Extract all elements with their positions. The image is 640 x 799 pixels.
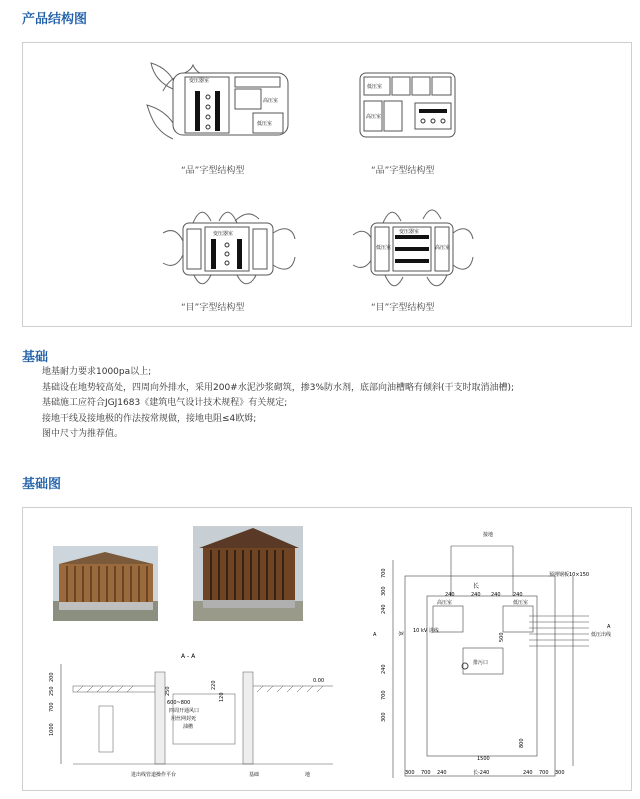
substation-photo-1: [53, 546, 158, 621]
top-dim-3: 240: [491, 592, 501, 598]
vent-dim: 600~800: [167, 700, 191, 706]
dim-1500: 1500: [477, 756, 490, 762]
left-dim-6: 300: [381, 712, 387, 722]
bottom-dim-5: 240: [523, 770, 533, 776]
requirement-line: 接地干线及接地极的作法按常规做，接地电阻≤4欧姆;: [42, 413, 257, 424]
length-label: 长: [473, 583, 480, 590]
vent-note-1: 四周开通风口: [169, 708, 200, 714]
pin-type-diagram-1: [147, 63, 288, 139]
plan-hv-label: 高压室: [437, 600, 453, 606]
foundation-diagram-panel: [22, 507, 632, 791]
top-dim-1: 240: [445, 592, 455, 598]
structure-panel: [22, 42, 632, 327]
requirement-line: 图中尺寸为推荐值。: [42, 429, 124, 439]
caption-mu-1: “目”字型结构型: [181, 303, 245, 313]
foundation-label: 基础: [249, 772, 260, 778]
lv-room-label: 低压室: [257, 121, 273, 127]
ground-label: 地: [305, 772, 311, 778]
dim-700: 700: [49, 702, 55, 712]
section-aa-drawing: [43, 646, 353, 786]
hv-room-label-2: 高压室: [366, 114, 382, 120]
caption-pin-1: “品”字型结构型: [181, 166, 245, 176]
caption-pin-2: “品”字型结构型: [371, 166, 435, 176]
left-dim-2: 300: [381, 586, 387, 596]
dim-200: 200: [49, 672, 55, 682]
left-dim-4: 240: [381, 664, 387, 674]
hv-room-label: 高压室: [263, 98, 279, 104]
section-title-aa: A - A: [181, 653, 196, 660]
mu-type-diagram-1: [163, 212, 295, 284]
dim-220: 220: [211, 680, 217, 690]
vent-note-2: 用丝网封死: [171, 716, 197, 722]
level-0: 0.00: [313, 678, 325, 684]
transformer-room-label-3: 变压器室: [213, 231, 234, 237]
requirement-line: 基础设在地势较高处，四周向外排水，采用200#水泥沙浆砌筑，掺3%防水剂，底部向油槽略有倾斜(干支时取消油槽);: [42, 382, 515, 393]
dim-250b: 250: [165, 686, 171, 696]
lv-outlet-label: 低压出线: [591, 632, 612, 638]
foundation-plan-drawing: [353, 516, 623, 786]
plan-lv-label: 低压室: [513, 600, 529, 606]
structure-drawings: [23, 43, 633, 328]
lv-room-label-4: 低压室: [376, 245, 392, 251]
dim-120: 120: [219, 692, 225, 702]
top-dim-4: 240: [513, 592, 523, 598]
caption-mu-2: “目”字型结构型: [371, 303, 435, 313]
bottom-dim-4: 长-240: [473, 770, 490, 776]
dim-500: 500: [499, 632, 505, 642]
pin-type-diagram-2: [360, 73, 455, 137]
left-dim-3: 240: [381, 604, 387, 614]
oil-tank-label: 油槽: [183, 724, 194, 730]
foundation-requirements: [42, 365, 514, 443]
requirement-line: 基础施工应符合JGJ1683《建筑电气设计技术规程》有关规定;: [42, 398, 288, 408]
transformer-room-label: 变压器室: [189, 78, 210, 84]
mu-type-diagram-2: [353, 210, 473, 286]
requirement-line: 地基耐力要求1000pa以上;: [42, 367, 152, 377]
bottom-dim-2: 700: [421, 770, 431, 776]
transformer-room-label-4: 变压器室: [399, 229, 420, 235]
dim-1000: 1000: [49, 723, 55, 736]
substation-photo-2: [193, 526, 303, 621]
bottom-dim-1: 300: [405, 770, 415, 776]
bottom-dim-7: 300: [555, 770, 565, 776]
top-dim-2: 240: [471, 592, 481, 598]
width-label: 宽: [399, 630, 405, 636]
foundation-section-title: 基础: [22, 350, 49, 365]
foundation-diagram-title: 基础图: [22, 477, 62, 492]
section-mark-left: A: [373, 632, 377, 638]
grounding-label: 接地: [483, 532, 494, 538]
platform-label: 进出线管道操作平台: [131, 772, 177, 778]
drain-label: 排污口: [473, 660, 489, 666]
hv-room-label-4: 高压室: [435, 245, 451, 251]
structure-section-title: 产品结构图: [22, 12, 88, 27]
bottom-dim-6: 700: [539, 770, 549, 776]
bottom-dim-3: 240: [437, 770, 447, 776]
left-dim-5: 700: [381, 690, 387, 700]
hv-inlet-label: 10 kV 进线: [413, 628, 439, 634]
dim-250: 250: [49, 686, 55, 696]
section-mark-right: A: [607, 624, 611, 630]
lv-room-label-2: 低压室: [367, 84, 383, 90]
embedded-plate-label: 预埋钢板10×150: [549, 572, 590, 578]
left-dim-1: 700: [381, 568, 387, 578]
dim-800: 800: [519, 738, 525, 748]
